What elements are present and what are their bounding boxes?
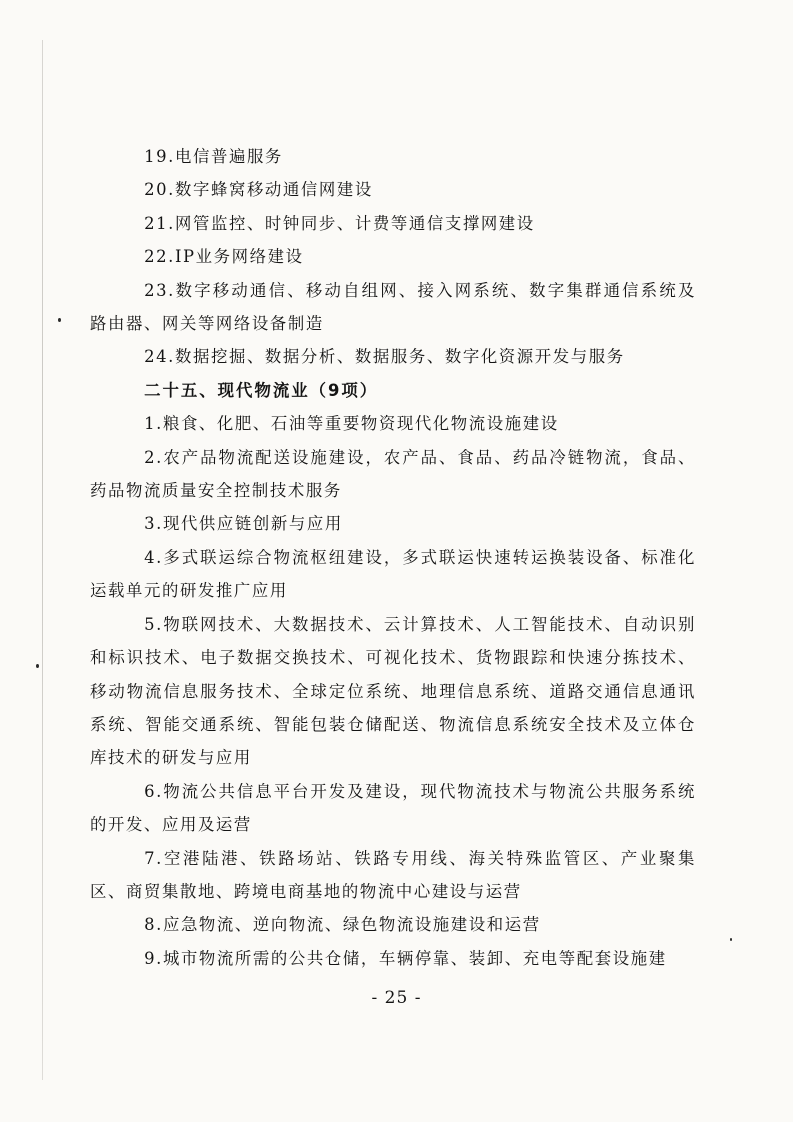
section-heading: 二十五、现代物流业（9项） <box>144 380 379 400</box>
list-item: 3.现代供应链创新与应用 <box>144 514 343 534</box>
list-item: 22.IP业务网络建设 <box>144 247 304 267</box>
scan-speck <box>36 664 39 668</box>
list-item: 19.电信普遍服务 <box>144 147 283 166</box>
list-item: 7.空港陆港、铁路场站、铁路专用线、海关特殊监管区、产业聚集区、商贸集散地、跨境电商基地的物流中心建设与运营 <box>90 848 696 901</box>
scan-speck <box>730 938 732 941</box>
page-number: - 25 - <box>371 988 422 1008</box>
scan-edge-line <box>42 40 43 1080</box>
list-item: 2.农产品物流配送设施建设，农产品、食品、药品冷链物流，食品、药品物流质量安全控制技术服务 <box>90 447 696 501</box>
list-item: 8.应急物流、逆向物流、绿色物流设施建设和运营 <box>144 915 541 935</box>
list-item: 24.数据挖掘、数据分析、数据服务、数字化资源开发与服务 <box>144 347 625 367</box>
list-item: 9.城市物流所需的公共仓储，车辆停靠、装卸、充电等配套设施建 <box>144 948 667 968</box>
list-item: 1.粮食、化肥、石油等重要物资现代化物流设施建设 <box>144 414 559 434</box>
list-item: 20.数字蜂窝移动通信网建设 <box>144 180 373 200</box>
document-body <box>90 140 696 975</box>
list-item: 23.数字移动通信、移动自组网、接入网系统、数字集群通信系统及路由器、网关等网络设备制造 <box>90 280 696 334</box>
scan-speck <box>58 318 61 322</box>
list-item: 4.多式联运综合物流枢纽建设，多式联运快速转运换装设备、标准化运载单元的研发推广应用 <box>90 547 696 601</box>
list-item: 21.网管监控、时钟同步、计费等通信支撑网建设 <box>144 213 535 233</box>
list-item: 6.物流公共信息平台开发及建设，现代物流技术与物流公共服务系统的开发、应用及运营 <box>90 781 696 835</box>
list-item: 5.物联网技术、大数据技术、云计算技术、人工智能技术、自动识别和标识技术、电子数据交换技术、可视化技术、货物跟踪和快速分拣技术、移动物流信息服务技术、全球定位系统、地理信息系统、道路交通信息通讯系统、智能交通系统、智能包装仓储配送、物流信息系统安全技术及立体仓库技术的研发与应用 <box>90 614 696 768</box>
